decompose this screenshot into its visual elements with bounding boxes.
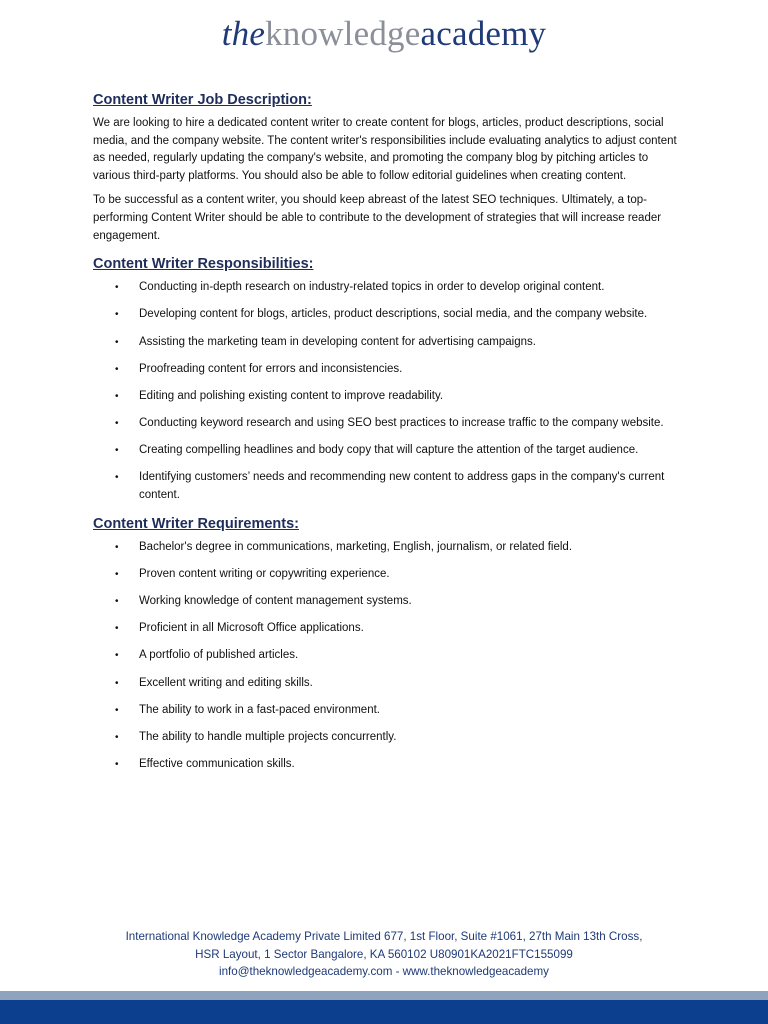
description-heading: Content Writer Job Description: [93, 92, 312, 108]
bullet-icon: • [115, 445, 119, 457]
list-item-text: Proficient in all Microsoft Office applications. [139, 622, 364, 635]
list-item [93, 361, 683, 379]
list-item [93, 469, 683, 504]
footer-band-dark [0, 1000, 768, 1024]
list-item-text: Editing and polishing existing content to improve readability. [139, 389, 444, 402]
bullet-icon: • [115, 623, 119, 635]
list-item [93, 675, 683, 693]
bullet-icon: • [115, 677, 119, 689]
list-item-text: The ability to handle multiple projects concurrently. [139, 730, 397, 743]
bullet-icon: • [115, 472, 119, 484]
footer-line: International Knowledge Academy Private Limited 677, 1st Floor, Suite #1061, 27th Main 13th Cross, [125, 930, 643, 943]
bullet-icon: • [115, 596, 119, 608]
footer-line: HSR Layout, 1 Sector Bangalore, KA 560102 U80901KA2021FTC155099 [195, 947, 573, 961]
document-body [93, 92, 683, 783]
bullet-icon: • [115, 282, 119, 294]
list-item-text: Proven content writing or copywriting experience. [139, 567, 390, 580]
list-item [93, 620, 683, 638]
logo-knowledge: knowledge [265, 14, 421, 53]
list-item-text: A portfolio of published articles. [139, 649, 299, 662]
list-item [93, 415, 683, 433]
bullet-icon: • [115, 336, 119, 348]
list-item-text: Effective communication skills. [139, 758, 295, 771]
responsibilities-list [93, 279, 683, 505]
list-item [93, 647, 683, 665]
footer-band-light [0, 991, 768, 1000]
company-logo [0, 14, 768, 54]
list-item [93, 306, 683, 324]
responsibilities-heading: Content Writer Responsibilities: [93, 256, 314, 273]
list-item [93, 566, 683, 584]
list-item-text: Identifying customers’ needs and recommending new content to address gaps in the company's current content. [139, 471, 665, 502]
list-item [93, 756, 683, 774]
description-paragraph: We are looking to hire a dedicated content writer to create content for blogs, articles, product descriptions, social media, and the company website. The content writer's responsibilities include evaluating analytics to adjust content as needed, regularly updating the company's website, and promoting the company blog by pitching articles to various third-party platforms. You should also be able to follow editorial guidelines when creating content. [93, 117, 677, 182]
logo-the: the [221, 14, 266, 53]
bullet-icon: • [115, 541, 119, 553]
list-item [93, 334, 683, 352]
bullet-icon: • [115, 650, 119, 662]
bullet-icon: • [115, 731, 119, 743]
list-item-text: Proofreading content for errors and inconsistencies. [139, 362, 403, 375]
bullet-icon: • [115, 309, 119, 321]
list-item-text: Bachelor's degree in communications, marketing, English, journalism, or related field. [139, 540, 573, 553]
requirements-list [93, 539, 683, 774]
requirements-heading: Content Writer Requirements: [93, 515, 299, 532]
list-item [93, 388, 683, 406]
list-item [93, 729, 683, 747]
list-item-text: Assisting the marketing team in developing content for advertising campaigns. [139, 335, 536, 348]
logo-academy: academy [420, 14, 547, 53]
bullet-icon: • [115, 759, 119, 771]
bullet-icon: • [115, 363, 119, 375]
list-item-text: Conducting in-depth research on industry-related topics in order to develop original content. [139, 281, 605, 294]
list-item [93, 702, 683, 720]
list-item [93, 539, 683, 557]
list-item [93, 593, 683, 611]
description-paragraph: To be successful as a content writer, you should keep abreast of the latest SEO techniques. Ultimately, a top-performing Content Writer should be able to contribute to the development of strategies that will increase reader engagement. [93, 194, 662, 242]
list-item-text: Excellent writing and editing skills. [139, 676, 313, 689]
list-item-text: Developing content for blogs, articles, product descriptions, social media, and the company website. [139, 308, 648, 321]
list-item-text: Working knowledge of content management systems. [139, 595, 412, 608]
footer-contact-line: info@theknowledgeacademy.com - www.theknowledgeacademy [219, 965, 549, 978]
list-item-text: Conducting keyword research and using SEO best practices to increase traffic to the company website. [139, 417, 664, 430]
bullet-icon: • [115, 418, 119, 430]
list-item-text: Creating compelling headlines and body copy that will capture the attention of the target audience. [139, 444, 639, 457]
footer-address [0, 928, 768, 981]
list-item [93, 442, 683, 460]
bullet-icon: • [115, 568, 119, 580]
bullet-icon: • [115, 704, 119, 716]
list-item-text: The ability to work in a fast-paced environment. [139, 703, 380, 716]
bullet-icon: • [115, 390, 119, 402]
list-item [93, 279, 683, 297]
